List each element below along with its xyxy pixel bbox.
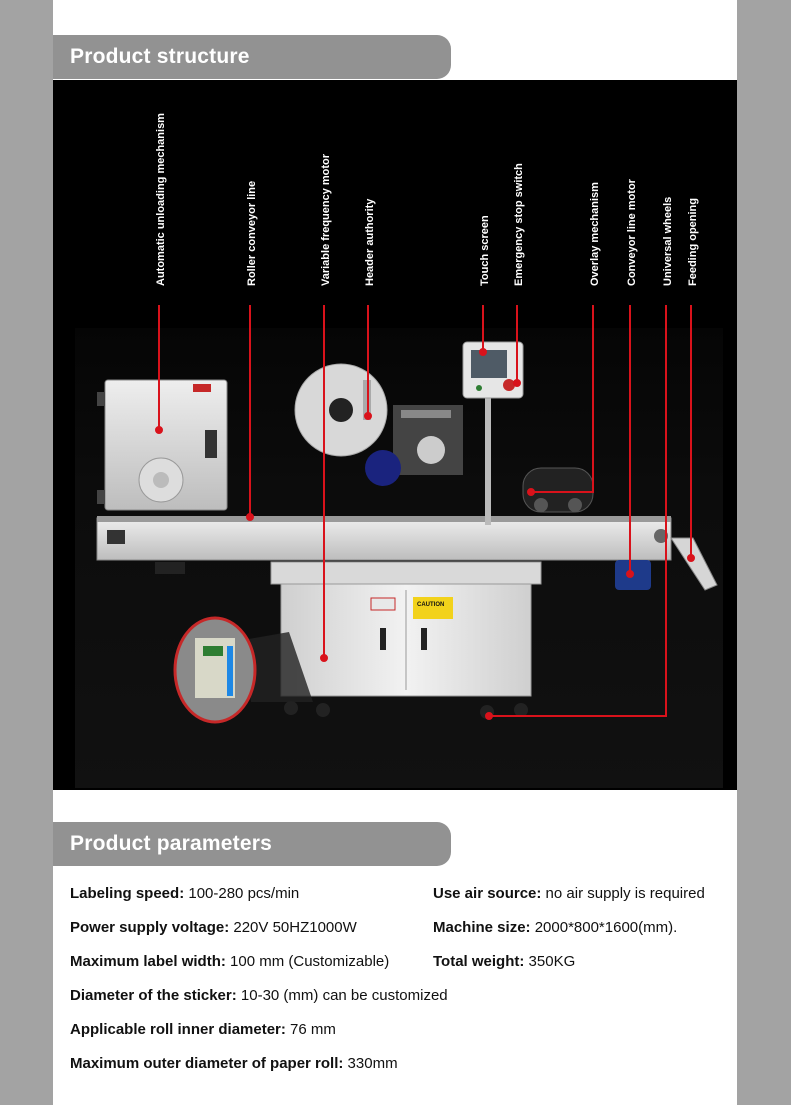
param-value: 76 mm [285,1021,336,1038]
param-label-width [70,953,389,970]
callout-header-authority [364,198,376,298]
callout-roller-conveyor [246,180,258,298]
param-label: Power supply voltage: [70,919,230,936]
param-value: 2000*800*1600(mm). [530,919,678,936]
param-value: 350KG [524,953,576,970]
callout-label-overlay: Overlay mechanism [589,182,601,286]
callout-label-roller-conveyor: Roller conveyor line [246,180,258,286]
product-structure-heading: Product structure [53,35,451,79]
caution-sticker-text: CAUTION [417,602,445,608]
callout-label-universal-wheels: Universal wheels [662,196,674,286]
param-label: Maximum outer diameter of paper roll: [70,1055,344,1072]
param-value: no air supply is required [541,885,705,902]
callout-feeding-opening [687,198,699,298]
param-label: Diameter of the sticker: [70,987,237,1004]
callout-universal-wheels [662,196,674,298]
callout-emergency-stop [513,163,525,298]
callout-label-touch-screen: Touch screen [479,215,491,286]
param-machine-size [433,919,677,936]
param-value: 330mm [343,1055,398,1072]
param-label: Labeling speed: [70,885,185,902]
callout-label-header-authority: Header authority [364,198,376,286]
param-label: Machine size: [433,919,531,936]
param-roll-inner-diameter [70,1021,336,1038]
callout-label-frequency-motor: Variable frequency motor [320,153,332,286]
machine-structure-photo [53,80,737,790]
product-parameters-heading: Product parameters [53,822,451,866]
param-sticker-diameter [70,987,448,1004]
param-label: Use air source: [433,885,542,902]
param-label: Applicable roll inner diameter: [70,1021,286,1038]
param-label: Maximum label width: [70,953,226,970]
callout-conveyor-motor [626,179,638,298]
lower-cabinet [271,562,541,719]
param-value: 10-30 (mm) can be customized [236,987,448,1004]
param-air-source [433,885,705,902]
callout-label-conveyor-motor: Conveyor line motor [626,179,638,286]
callout-frequency-motor [320,153,332,298]
callout-overlay [589,182,601,298]
param-label: Total weight: [433,953,525,970]
callout-label-feeding-opening: Feeding opening [687,198,699,286]
callout-label-unloading: Automatic unloading mechanism [155,113,167,286]
unloading-mechanism [97,380,227,510]
callout-label-emergency-stop: Emergency stop switch [513,163,525,286]
param-roll-outer-diameter [70,1055,398,1072]
param-total-weight [433,953,575,970]
param-labeling-speed [70,885,299,902]
param-value: 100 mm (Customizable) [225,953,390,970]
param-value: 100-280 pcs/min [184,885,300,902]
param-power-supply [70,919,357,936]
callout-touch-screen [479,215,491,298]
param-value: 220V 50HZ1000W [229,919,357,936]
callout-unloading [155,113,167,298]
